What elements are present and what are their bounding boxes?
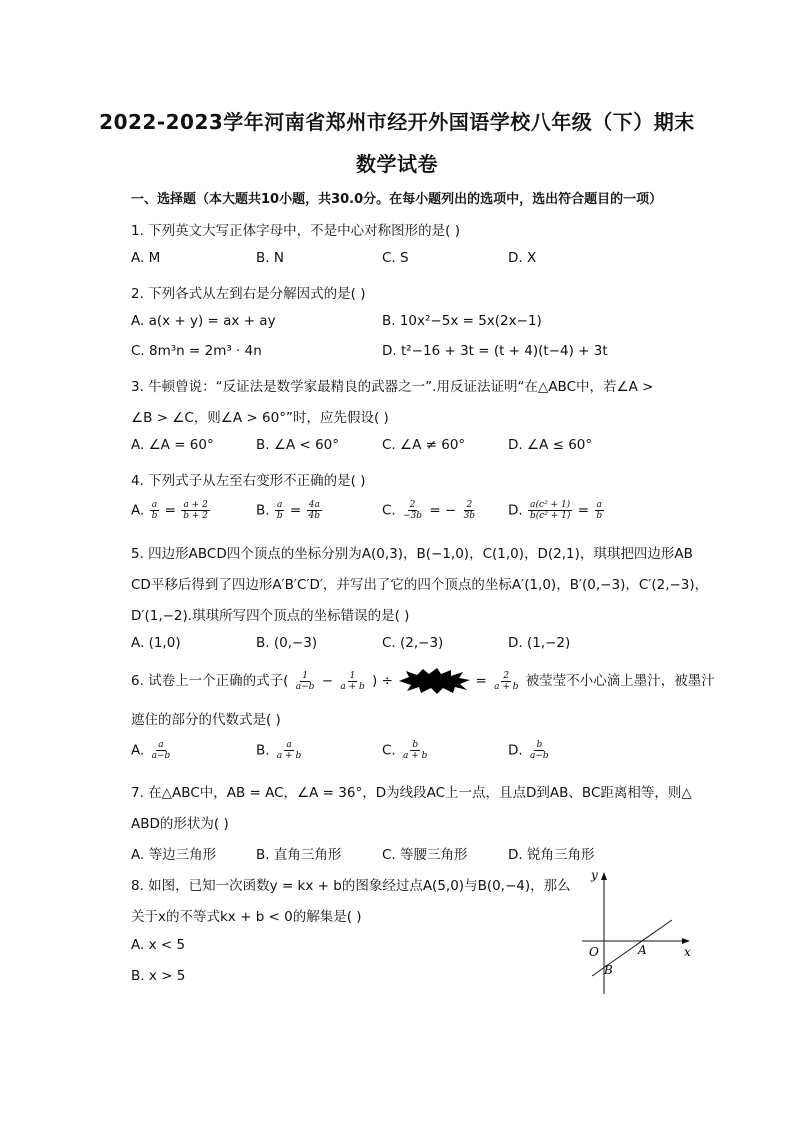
section-heading: 一、选择题（本大题共10小题，共30.0分。在每小题列出的选项中，选出符合题目的一项） [131, 192, 663, 207]
q3-stem-line1: 3. 牛顿曾说：“反证法是数学家最精良的武器之一”.用反证法证明“在△ABC中，若∠A > [131, 379, 654, 395]
q5-stem-line3: D′(1,−2).琪琪所写四个顶点的坐标错误的是( ) [131, 608, 410, 624]
q7-option-b: B. 直角三角形 [256, 847, 342, 863]
fraction [492, 671, 520, 692]
fraction [275, 500, 285, 521]
q6-stem-suffix: 被莹莹不小心滴上墨汁，被墨汁 [525, 673, 715, 689]
q6-option-a-label: A. [131, 742, 145, 759]
equals-negative-sign: = − [429, 502, 457, 519]
q4-option-c [382, 500, 478, 521]
q5-option-d: D. (1,−2) [508, 635, 571, 651]
q7-stem-line2: ABD的形状为( ) [131, 816, 229, 832]
denominator: b(c² + 1) [529, 511, 571, 521]
fraction [401, 740, 429, 761]
x-axis-label: x [684, 945, 691, 959]
q6-option-c-label: C. [382, 742, 396, 759]
q4-option-c-label: C. [382, 502, 396, 519]
denominator: b [596, 511, 603, 521]
q8-option-b: B. x > 5 [131, 968, 186, 984]
q3-option-d: D. ∠A ≤ 60° [508, 437, 593, 453]
equals-sign: = [577, 502, 590, 519]
fraction [462, 500, 478, 521]
q6-option-b [256, 740, 304, 761]
point-b-label: B [604, 963, 613, 977]
numerator: a [158, 740, 164, 750]
numerator: 4a [308, 500, 320, 510]
q4-option-a [131, 500, 211, 521]
q4-option-d [508, 500, 605, 521]
exam-title-line1: 2022-2023学年河南省郑州市经开外国语学校八年级（下）期末 [99, 110, 695, 134]
exam-title-line2: 数学试卷 [356, 152, 438, 176]
q8-option-a: A. x < 5 [131, 937, 186, 953]
denominator: a + b [340, 681, 365, 692]
fraction [528, 500, 572, 521]
ink-blot-icon [397, 668, 471, 694]
q8-stem-line2: 关于x的不等式kx + b < 0的解集是( ) [131, 909, 362, 925]
denominator: b + 2 [183, 511, 209, 521]
q5-stem-line2: CD平移后得到了四边形A′B′C′D′，并写出了它的四个顶点的坐标A′(1,0)，B′(0,−3)，C′(2,−3)， [131, 577, 709, 593]
numerator: 2 [466, 500, 473, 510]
origin-label: O [589, 945, 599, 959]
numerator: 2 [503, 670, 510, 681]
numerator: 2 [409, 500, 416, 510]
fraction [150, 500, 160, 521]
q8-function-graph [578, 868, 696, 1000]
q7-stem-line1: 7. 在△ABC中，AB = AC，∠A = 36°，D为线段AC上一点，且点D到AB、BC距离相等，则△ [131, 785, 692, 801]
q4-option-b [256, 500, 323, 521]
denominator: 3b [463, 511, 476, 521]
q7-option-a: A. 等边三角形 [131, 847, 217, 863]
q6-stem-line1 [131, 668, 715, 694]
q7-option-d: D. 锐角三角形 [508, 847, 595, 863]
q1-option-c: C. S [382, 250, 409, 266]
q2-option-a: A. a(x + y) = ax + ay [131, 313, 276, 329]
fraction [528, 740, 551, 761]
q3-stem-line2: ∠B > ∠C，则∠A > 60°”时，应先假设( ) [131, 410, 389, 426]
fraction [594, 500, 604, 521]
q1-option-b: B. N [256, 250, 284, 266]
q5-option-a: A. (1,0) [131, 635, 181, 651]
y-axis-label: y [591, 868, 598, 882]
fraction [338, 671, 366, 692]
q1-option-d: D. X [508, 250, 537, 266]
q3-option-c: C. ∠A ≠ 60° [382, 437, 466, 453]
q2-stem: 2. 下列各式从左到右是分解因式的是( ) [131, 286, 366, 302]
fraction [275, 740, 303, 761]
denominator: a + b [494, 681, 519, 692]
numerator: a [277, 500, 283, 510]
fraction [401, 500, 424, 521]
numerator: a [596, 500, 602, 510]
denominator: a−b [529, 751, 549, 761]
fraction [307, 500, 323, 521]
numerator: a [286, 740, 292, 750]
q7-option-c: C. 等腰三角形 [382, 847, 468, 863]
q6-option-d-label: D. [508, 742, 523, 759]
denominator: b [276, 511, 283, 521]
q6-stem-prefix: 6. 试卷上一个正确的式子( [131, 673, 289, 689]
numerator: a [151, 500, 158, 510]
denominator: b [151, 511, 158, 521]
denominator: −3b [403, 511, 423, 521]
numerator: 1 [349, 670, 356, 681]
equals-sign: = [289, 502, 302, 519]
denominator: 4b [308, 511, 321, 521]
denominator: a + b [403, 751, 428, 761]
fraction [181, 500, 210, 521]
q4-option-a-label: A. [131, 502, 145, 519]
divide-sign: ) ÷ [372, 673, 393, 689]
denominator: a−b [151, 751, 171, 761]
q5-stem-line1: 5. 四边形ABCD四个顶点的坐标分别为A(0,3)，B(−1,0)，C(1,0)，D(2,1)，琪琪把四边形AB [131, 546, 693, 562]
numerator: a + 2 [183, 500, 208, 510]
equals-sign: = [164, 502, 176, 519]
q6-option-b-label: B. [256, 742, 270, 759]
q1-stem: 1. 下列英文大写正体字母中，不是中心对称图形的是( ) [131, 223, 460, 239]
q1-option-a: A. M [131, 250, 161, 266]
q5-option-c: C. (2,−3) [382, 635, 444, 651]
q4-option-b-label: B. [256, 502, 270, 519]
numerator: a(c² + 1) [530, 500, 571, 510]
denominator: a−b [295, 681, 315, 692]
minus-sign: − [321, 673, 334, 689]
q4-option-d-label: D. [508, 502, 523, 519]
q6-option-a [131, 740, 173, 761]
q4-stem: 4. 下列式子从左至右变形不正确的是( ) [131, 473, 366, 489]
x-axis-arrow [682, 938, 690, 944]
q2-option-c: C. 8m³n = 2m³ · 4n [131, 343, 262, 359]
denominator: a + b [276, 751, 302, 761]
point-a-label: A [638, 943, 647, 957]
numerator: b [412, 740, 419, 750]
q2-option-d: D. t²−16 + 3t = (t + 4)(t−4) + 3t [382, 343, 608, 359]
q2-option-b: B. 10x²−5x = 5x(2x−1) [382, 313, 542, 329]
q6-option-c [382, 740, 430, 761]
q8-stem-line1: 8. 如图，已知一次函数y = kx + b的图象经过点A(5,0)与B(0,−4)，那么 [131, 878, 571, 894]
q3-option-a: A. ∠A = 60° [131, 437, 214, 453]
q3-option-b: B. ∠A < 60° [256, 437, 340, 453]
q6-option-d [508, 740, 552, 761]
q5-option-b: B. (0,−3) [256, 635, 318, 651]
numerator: b [536, 740, 543, 750]
equals-sign: = [475, 673, 487, 689]
numerator: 1 [302, 670, 308, 681]
y-axis-arrow [601, 872, 607, 880]
fraction [150, 740, 173, 761]
q6-stem-line2: 遮住的部分的代数式是( ) [131, 712, 281, 728]
fraction [294, 671, 317, 692]
